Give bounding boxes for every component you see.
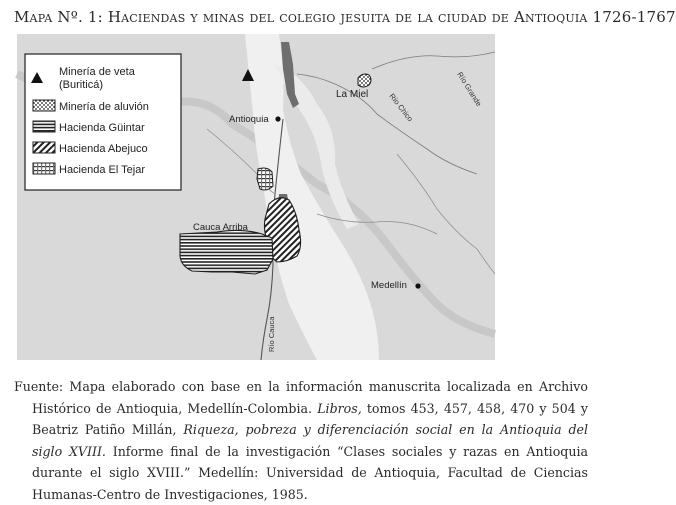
map-title: Mapa Nº. 1: Haciendas y minas del colegio jesuita de la ciudad de Antioquia 1726-1767	[14, 8, 676, 26]
hacienda-el-tejar-area	[257, 168, 273, 190]
legend-swatch-abejuco	[33, 142, 55, 153]
source-libros: Libros,	[317, 400, 362, 416]
source-note	[14, 376, 588, 505]
source-book-title: Riqueza, pobreza y diferenciación social en la Antioquia del siglo XVIII.	[32, 422, 588, 459]
legend-label-el-tejar: Hacienda El Tejar	[59, 164, 146, 176]
legend-swatch-el-tejar	[33, 163, 55, 174]
legend-label-veta-1: Minería de veta	[59, 66, 135, 78]
medellin-dot-icon	[415, 283, 420, 288]
map-figure	[17, 34, 495, 360]
antioquia-dot-icon	[275, 116, 280, 121]
source-rest: Informe final de la investigación “Clases sociales y razas en Antioquia durante el siglo XVIII.” Medellín: Universidad de Antioquia, Facultad de Ciencias Humanas-Centro de Investigaciones, 1985.	[32, 443, 588, 502]
source-tomos: tomos 453, 457, 458, 470 y 504 y Beatriz Patiño Millán,	[32, 400, 588, 437]
place-la-miel: La Miel	[336, 89, 369, 100]
river-label-rio-grande: Río Grande	[455, 70, 484, 108]
legend-label-guintar: Hacienda Güintar	[59, 122, 145, 134]
map-legend	[25, 54, 181, 190]
la-miel-mine-area	[358, 74, 371, 87]
legend-swatch-aluvion	[33, 100, 55, 111]
legend-swatch-guintar	[33, 121, 55, 132]
legend-label-veta-2: (Buriticá)	[59, 79, 104, 91]
place-antioquia: Antioquia	[229, 114, 269, 125]
source-intro: Fuente: Mapa elaborado con base en la información manuscrita localizada en Archivo Histórico de Antioquia, Medellín-Colombia.	[14, 379, 588, 416]
place-medellin: Medellín	[371, 280, 407, 291]
legend-label-abejuco: Hacienda Abejuco	[59, 143, 148, 155]
river-label-rio-chico: Río Chico	[387, 91, 415, 124]
place-cauca-arriba: Cauca Arriba	[193, 222, 248, 233]
map-svg	[17, 34, 495, 360]
hacienda-guintar-area	[180, 230, 273, 274]
legend-label-aluvion: Minería de aluvión	[59, 101, 149, 113]
river-label-rio-cauca: Río Cauca	[267, 316, 276, 352]
